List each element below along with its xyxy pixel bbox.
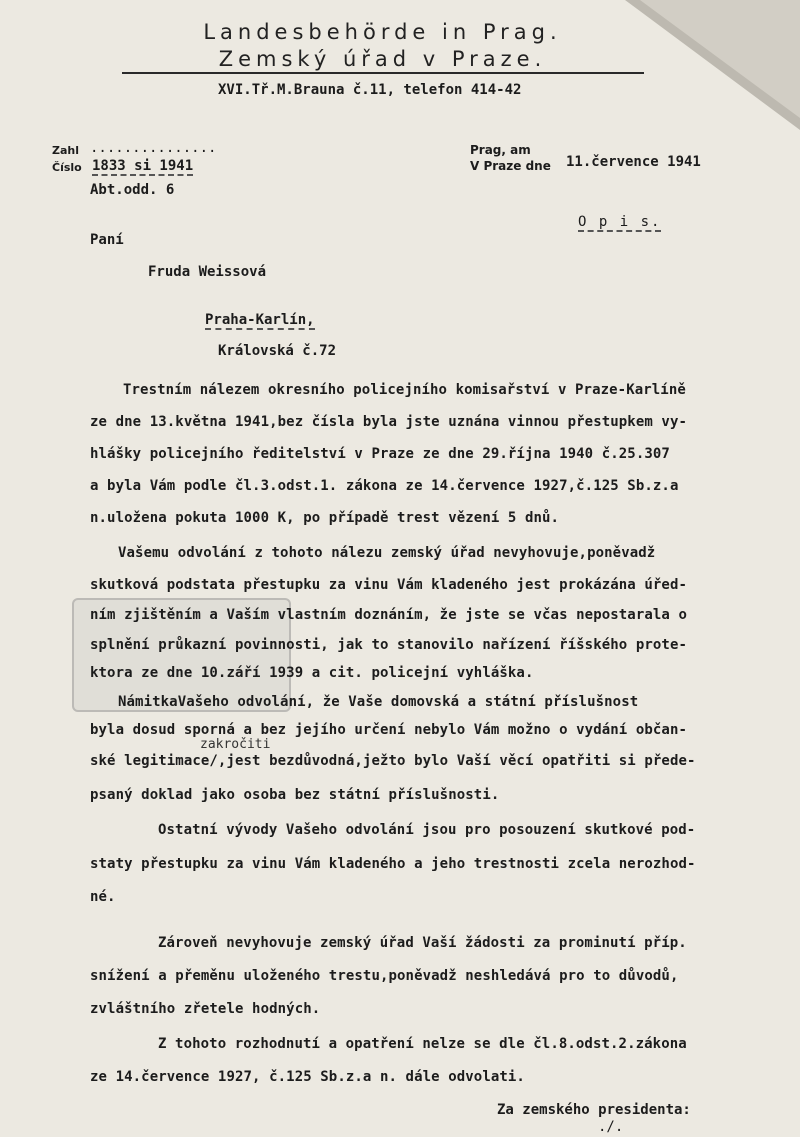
body-line: NámitkaVašeho odvolání, že Vaše domovská a státní příslušnost xyxy=(118,694,639,710)
folded-corner-inner xyxy=(640,0,800,118)
body-line: Ostatní vývody Vašeho odvolání jsou pro posouzení skutkové pod- xyxy=(158,822,696,838)
zahl-label: Zahl xyxy=(52,144,80,157)
body-line: Z tohoto rozhodnutí a opatření nelze se dle čl.8.odst.2.zákona xyxy=(158,1036,687,1052)
office-address: XVI.Tř.M.Brauna č.11, telefon 414-42 xyxy=(218,82,522,98)
body-line: ské legitimace/,jest bezdůvodná,ježto bylo Vaší věcí opatřiti si přede- xyxy=(90,753,696,769)
place-label-czech: V Praze dne xyxy=(470,159,551,173)
body-line: ním zjištěním a Vaším vlastním doznáním, že jste se včas nepostarala o xyxy=(90,607,688,623)
reference-number: 1833 si 1941 xyxy=(92,158,194,174)
body-line: ze dne 13.května 1941,bez čísla byla jste uznána vinnou přestupkem vy- xyxy=(90,414,688,430)
body-line: Vašemu odvolání z tohoto nálezu zemský úřad nevyhovuje,poněvadž xyxy=(118,545,656,561)
body-line: splnění průkazní povinnosti, jak to stanovilo nařízení říšského prote- xyxy=(90,637,688,653)
letterhead-rule xyxy=(122,72,644,74)
zahl-dots: ............... xyxy=(90,140,217,156)
body-line: snížení a přeměnu uloženého trestu,poněvadž neshledává pro to důvodů, xyxy=(90,968,679,984)
copy-mark: O p i s. xyxy=(578,214,662,230)
salutation: Paní xyxy=(90,232,124,248)
body-line: a byla Vám podle čl.3.odst.1. zákona ze 14.července 1927,č.125 Sb.z.a xyxy=(90,478,679,494)
body-line: Trestním nálezem okresního policejního komisařství v Praze-Karlíně xyxy=(123,382,686,398)
cislo-label: Číslo xyxy=(52,161,82,174)
body-line: hlášky policejního ředitelství v Praze ze dne 29.října 1940 č.25.307 xyxy=(90,446,670,462)
body-line: ktora ze dne 10.září 1939 a cit. policejní vyhláška. xyxy=(90,665,534,681)
body-line: skutková podstata přestupku za vinu Vám kladeného jest prokázána úřed- xyxy=(90,577,688,593)
letterhead-czech: Zemský úřad v Praze. xyxy=(218,47,547,71)
body-line: ze 14.července 1927, č.125 Sb.z.a n. dále odvolati. xyxy=(90,1069,525,1085)
body-line: zvláštního zřetele hodných. xyxy=(90,1001,321,1017)
addressee-street: Královská č.72 xyxy=(218,343,337,359)
body-line: staty přestupku za vinu Vám kladeného a jeho trestnosti zcela nerozhod- xyxy=(90,856,696,872)
letter-date: 11.července 1941 xyxy=(566,154,701,170)
place-label-german: Prag, am xyxy=(470,143,531,157)
department: Abt.odd. 6 xyxy=(90,182,175,198)
body-line: psaný doklad jako osoba bez státní příslušnosti. xyxy=(90,787,500,803)
handwritten-insertion: zakročiti xyxy=(200,737,271,752)
body-line: n.uložena pokuta 1000 K, po případě trest vězení 5 dnů. xyxy=(90,510,560,526)
signature-mark: ./. xyxy=(598,1119,624,1135)
addressee-city: Praha-Karlín, xyxy=(205,312,315,328)
body-line: Zároveň nevyhovuje zemský úřad Vaší žádosti za prominutí příp. xyxy=(158,935,687,951)
signature-line: Za zemského presidenta: xyxy=(497,1102,691,1118)
addressee-name: Fruda Weissová xyxy=(148,264,267,280)
letterhead-german: Landesbehörde in Prag. xyxy=(203,20,562,44)
body-line: né. xyxy=(90,889,116,905)
body-line: byla dosud sporná a bez jejího určení nebylo Vám možno o vydání občan- xyxy=(90,722,688,738)
